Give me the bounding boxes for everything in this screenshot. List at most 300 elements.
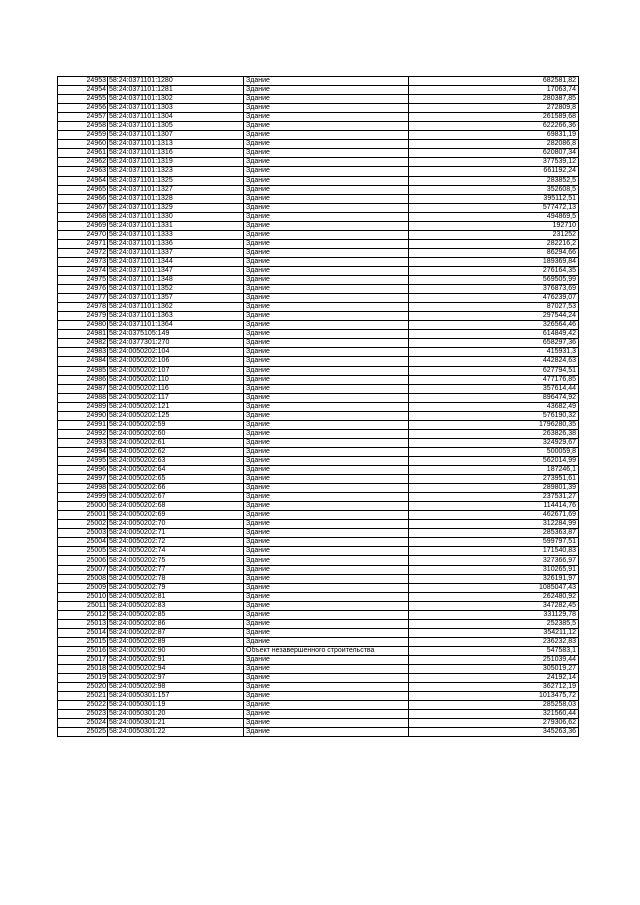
- cadastral-value-cell: 114414,76: [409, 502, 579, 511]
- cadastral-value-cell: 285363,87: [409, 529, 579, 538]
- row-number-cell: 24957: [58, 113, 108, 122]
- cadastral-number-cell: 58:24:0371101:1316: [108, 149, 244, 158]
- object-type-cell: Здание: [244, 185, 409, 194]
- object-type-cell: Здание: [244, 366, 409, 375]
- table-row: [58, 692, 579, 701]
- cadastral-value-cell: 326191,97: [409, 574, 579, 583]
- table-row: [58, 637, 579, 646]
- row-number-cell: 24966: [58, 194, 108, 203]
- object-type-cell: Здание: [244, 176, 409, 185]
- cadastral-number-cell: 58:24:0050202:68: [108, 502, 244, 511]
- row-number-cell: 24985: [58, 366, 108, 375]
- table-row: [58, 411, 579, 420]
- cadastral-number-cell: 58:24:0050202:69: [108, 511, 244, 520]
- table-row: [58, 348, 579, 357]
- object-type-cell: Здание: [244, 710, 409, 719]
- row-number-cell: 24993: [58, 438, 108, 447]
- cadastral-value-cell: 362712,19: [409, 683, 579, 692]
- object-type-cell: Здание: [244, 375, 409, 384]
- row-number-cell: 24980: [58, 321, 108, 330]
- table-row: [58, 230, 579, 239]
- cadastral-number-cell: 58:24:0050202:77: [108, 565, 244, 574]
- cadastral-number-cell: 58:24:0050202:75: [108, 556, 244, 565]
- table-row: [58, 619, 579, 628]
- object-type-cell: Здание: [244, 438, 409, 447]
- cadastral-number-cell: 58:24:0371101:1327: [108, 185, 244, 194]
- object-type-cell: Здание: [244, 266, 409, 275]
- cadastral-number-cell: 58:24:0371101:1333: [108, 230, 244, 239]
- cadastral-value-cell: 327366,97: [409, 556, 579, 565]
- cadastral-value-cell: 462671,69: [409, 511, 579, 520]
- cadastral-number-cell: 58:24:0371101:1348: [108, 276, 244, 285]
- cadastral-number-cell: 58:24:0050202:83: [108, 601, 244, 610]
- cadastral-number-cell: 58:24:0050202:106: [108, 357, 244, 366]
- cadastral-value-cell: 276164,35: [409, 266, 579, 275]
- cadastral-number-cell: 58:24:0050202:94: [108, 665, 244, 674]
- cadastral-number-cell: 58:24:0050202:60: [108, 429, 244, 438]
- row-number-cell: 25001: [58, 511, 108, 520]
- cadastral-value-cell: 620807,34: [409, 149, 579, 158]
- cadastral-number-cell: 58:24:0050202:79: [108, 583, 244, 592]
- cadastral-value-cell: 352608,5: [409, 185, 579, 194]
- cadastral-number-cell: 58:24:0371101:1281: [108, 86, 244, 95]
- row-number-cell: 24963: [58, 167, 108, 176]
- row-number-cell: 25021: [58, 692, 108, 701]
- row-number-cell: 25020: [58, 683, 108, 692]
- row-number-cell: 24967: [58, 203, 108, 212]
- table-row: [58, 384, 579, 393]
- cadastral-value-cell: 321560,44: [409, 710, 579, 719]
- row-number-cell: 24956: [58, 104, 108, 113]
- cadastral-value-cell: 280387,85: [409, 95, 579, 104]
- cadastral-value-cell: 251039,44: [409, 656, 579, 665]
- table-row: [58, 710, 579, 719]
- cadastral-number-cell: 58:24:0371101:1325: [108, 176, 244, 185]
- row-number-cell: 24977: [58, 294, 108, 303]
- cadastral-number-cell: 58:24:0050202:86: [108, 619, 244, 628]
- cadastral-number-cell: 58:24:0050202:65: [108, 475, 244, 484]
- cadastral-value-cell: 614849,42: [409, 330, 579, 339]
- row-number-cell: 25023: [58, 710, 108, 719]
- object-type-cell: Здание: [244, 719, 409, 728]
- table-row: [58, 221, 579, 230]
- object-type-cell: Здание: [244, 230, 409, 239]
- row-number-cell: 24986: [58, 375, 108, 384]
- cadastral-value-cell: 282086,8: [409, 140, 579, 149]
- cadastral-number-cell: 58:24:0050202:85: [108, 610, 244, 619]
- table-row: [58, 511, 579, 520]
- cadastral-value-cell: 376873,69: [409, 285, 579, 294]
- cadastral-number-cell: 58:24:0371101:1329: [108, 203, 244, 212]
- table-row: [58, 321, 579, 330]
- cadastral-value-cell: 577472,13: [409, 203, 579, 212]
- table-row: [58, 719, 579, 728]
- cadastral-value-cell: 43682,49: [409, 402, 579, 411]
- cadastral-value-cell: 273951,61: [409, 475, 579, 484]
- cadastral-value-cell: 661192,24: [409, 167, 579, 176]
- object-type-cell: Здание: [244, 276, 409, 285]
- row-number-cell: 24958: [58, 122, 108, 131]
- cadastral-value-cell: 261589,68: [409, 113, 579, 122]
- cadastral-number-cell: 58:24:0371101:1362: [108, 303, 244, 312]
- table-row: [58, 131, 579, 140]
- object-type-cell: Здание: [244, 484, 409, 493]
- cadastral-value-cell: 347282,45: [409, 601, 579, 610]
- row-number-cell: 25005: [58, 547, 108, 556]
- cadastral-number-cell: 58:24:0050202:107: [108, 366, 244, 375]
- table-row: [58, 122, 579, 131]
- cadastral-number-cell: 58:24:0050202:63: [108, 456, 244, 465]
- cadastral-number-cell: 58:24:0371101:1364: [108, 321, 244, 330]
- table-row: [58, 556, 579, 565]
- cadastral-value-cell: 476239,07: [409, 294, 579, 303]
- object-type-cell: Здание: [244, 701, 409, 710]
- table-row: [58, 366, 579, 375]
- row-number-cell: 24999: [58, 493, 108, 502]
- object-type-cell: Здание: [244, 692, 409, 701]
- cadastral-value-cell: 622266,36: [409, 122, 579, 131]
- table-row: [58, 493, 579, 502]
- table-row: [58, 466, 579, 475]
- table-row: [58, 565, 579, 574]
- object-type-cell: Здание: [244, 239, 409, 248]
- cadastral-number-cell: 58:24:0050202:64: [108, 466, 244, 475]
- row-number-cell: 24990: [58, 411, 108, 420]
- table-row: [58, 583, 579, 592]
- cadastral-value-cell: 569505,99: [409, 276, 579, 285]
- table-row: [58, 529, 579, 538]
- cadastral-number-cell: 58:24:0050202:61: [108, 438, 244, 447]
- table-row: [58, 520, 579, 529]
- cadastral-value-cell: 682581,82: [409, 77, 579, 86]
- object-type-cell: Здание: [244, 728, 409, 737]
- row-number-cell: 24994: [58, 447, 108, 456]
- cadastral-number-cell: 58:24:0371101:1363: [108, 312, 244, 321]
- cadastral-number-cell: 58:24:0371101:1313: [108, 140, 244, 149]
- row-number-cell: 24982: [58, 339, 108, 348]
- cadastral-value-cell: 354211,12: [409, 628, 579, 637]
- cadastral-number-cell: 58:24:0050202:116: [108, 384, 244, 393]
- row-number-cell: 24991: [58, 420, 108, 429]
- cadastral-value-cell: 297544,24: [409, 312, 579, 321]
- cadastral-number-cell: 58:24:0050202:67: [108, 493, 244, 502]
- table-row: [58, 212, 579, 221]
- row-number-cell: 25003: [58, 529, 108, 538]
- row-number-cell: 24959: [58, 131, 108, 140]
- table-row: [58, 149, 579, 158]
- object-type-cell: Здание: [244, 221, 409, 230]
- object-type-cell: Здание: [244, 466, 409, 475]
- table-row: [58, 104, 579, 113]
- table-row: [58, 266, 579, 275]
- cadastral-number-cell: 58:24:0050202:72: [108, 538, 244, 547]
- table-row: [58, 113, 579, 122]
- row-number-cell: 24983: [58, 348, 108, 357]
- cadastral-number-cell: 58:24:0050202:89: [108, 637, 244, 646]
- cadastral-value-cell: 1796280,35: [409, 420, 579, 429]
- object-type-cell: Здание: [244, 420, 409, 429]
- table-row: [58, 95, 579, 104]
- table-row: [58, 294, 579, 303]
- cadastral-number-cell: 58:24:0050202:91: [108, 656, 244, 665]
- object-type-cell: Здание: [244, 330, 409, 339]
- cadastral-number-cell: 58:24:0371101:1344: [108, 257, 244, 266]
- cadastral-number-cell: 58:24:0050202:98: [108, 683, 244, 692]
- cadastral-value-cell: 231252: [409, 230, 579, 239]
- row-number-cell: 24955: [58, 95, 108, 104]
- row-number-cell: 25002: [58, 520, 108, 529]
- table-body: [58, 77, 579, 737]
- table-row: [58, 203, 579, 212]
- cadastral-number-cell: 58:24:0371101:1319: [108, 158, 244, 167]
- cadastral-value-cell: 24192,14: [409, 674, 579, 683]
- row-number-cell: 25016: [58, 646, 108, 655]
- row-number-cell: 25004: [58, 538, 108, 547]
- cadastral-number-cell: 58:24:0050202:66: [108, 484, 244, 493]
- cadastral-value-cell: 262480,92: [409, 592, 579, 601]
- row-number-cell: 25011: [58, 601, 108, 610]
- row-number-cell: 24954: [58, 86, 108, 95]
- cadastral-value-cell: 263826,38: [409, 429, 579, 438]
- object-type-cell: Здание: [244, 104, 409, 113]
- table-row: [58, 239, 579, 248]
- object-type-cell: Здание: [244, 86, 409, 95]
- cadastral-value-cell: 289801,39: [409, 484, 579, 493]
- cadastral-value-cell: 1013475,72: [409, 692, 579, 701]
- cadastral-number-cell: 58:24:0375105:149: [108, 330, 244, 339]
- object-type-cell: Здание: [244, 257, 409, 266]
- cadastral-number-cell: 58:24:0371101:1303: [108, 104, 244, 113]
- row-number-cell: 25019: [58, 674, 108, 683]
- row-number-cell: 24961: [58, 149, 108, 158]
- row-number-cell: 24973: [58, 257, 108, 266]
- cadastral-value-cell: 896474,92: [409, 393, 579, 402]
- table-row: [58, 285, 579, 294]
- cadastral-number-cell: 58:24:0371101:1337: [108, 248, 244, 257]
- cadastral-number-cell: 58:24:0371101:1328: [108, 194, 244, 203]
- row-number-cell: 25006: [58, 556, 108, 565]
- object-type-cell: Здание: [244, 357, 409, 366]
- object-type-cell: Здание: [244, 610, 409, 619]
- table-row: [58, 158, 579, 167]
- cadastral-number-cell: 58:24:0050301:20: [108, 710, 244, 719]
- object-type-cell: Здание: [244, 456, 409, 465]
- object-type-cell: Здание: [244, 95, 409, 104]
- object-type-cell: Здание: [244, 393, 409, 402]
- table-row: [58, 665, 579, 674]
- cadastral-value-cell: 69831,19: [409, 131, 579, 140]
- cadastral-number-cell: 58:24:0050301:22: [108, 728, 244, 737]
- row-number-cell: 24968: [58, 212, 108, 221]
- object-type-cell: Здание: [244, 547, 409, 556]
- cadastral-value-cell: 377539,12: [409, 158, 579, 167]
- table-row: [58, 185, 579, 194]
- cadastral-number-cell: 58:24:0050202:78: [108, 574, 244, 583]
- object-type-cell: Здание: [244, 683, 409, 692]
- object-type-cell: Здание: [244, 77, 409, 86]
- object-type-cell: Здание: [244, 665, 409, 674]
- cadastral-value-cell: 658297,36: [409, 339, 579, 348]
- cadastral-value-cell: 279306,62: [409, 719, 579, 728]
- object-type-cell: Здание: [244, 493, 409, 502]
- row-number-cell: 24971: [58, 239, 108, 248]
- object-type-cell: Здание: [244, 113, 409, 122]
- table-row: [58, 484, 579, 493]
- cadastral-value-cell: 547583,1: [409, 646, 579, 655]
- object-type-cell: Здание: [244, 212, 409, 221]
- cadastral-value-cell: 415931,3: [409, 348, 579, 357]
- cadastral-number-cell: 58:24:0050301:19: [108, 701, 244, 710]
- object-type-cell: Здание: [244, 402, 409, 411]
- row-number-cell: 25022: [58, 701, 108, 710]
- cadastral-value-cell: 500059,8: [409, 447, 579, 456]
- table-row: [58, 728, 579, 737]
- cadastral-value-cell: 17063,74: [409, 86, 579, 95]
- cadastral-value-table: [57, 76, 579, 737]
- table-row: [58, 257, 579, 266]
- row-number-cell: 25014: [58, 628, 108, 637]
- table-row: [58, 502, 579, 511]
- row-number-cell: 24979: [58, 312, 108, 321]
- cadastral-value-cell: 171540,83: [409, 547, 579, 556]
- table-row: [58, 601, 579, 610]
- cadastral-value-cell: 494869,5: [409, 212, 579, 221]
- object-type-cell: Здание: [244, 511, 409, 520]
- table-row: [58, 656, 579, 665]
- table-row: [58, 357, 579, 366]
- object-type-cell: Здание: [244, 158, 409, 167]
- row-number-cell: 24953: [58, 77, 108, 86]
- row-number-cell: 25010: [58, 592, 108, 601]
- table-row: [58, 167, 579, 176]
- row-number-cell: 25013: [58, 619, 108, 628]
- cadastral-number-cell: 58:24:0050202:110: [108, 375, 244, 384]
- object-type-cell: Здание: [244, 601, 409, 610]
- cadastral-value-cell: 331129,78: [409, 610, 579, 619]
- cadastral-value-cell: 187246,1: [409, 466, 579, 475]
- table-row: [58, 276, 579, 285]
- cadastral-number-cell: 58:24:0050202:70: [108, 520, 244, 529]
- object-type-cell: Здание: [244, 583, 409, 592]
- table-row: [58, 592, 579, 601]
- table-row: [58, 610, 579, 619]
- object-type-cell: Здание: [244, 502, 409, 511]
- row-number-cell: 24972: [58, 248, 108, 257]
- cadastral-number-cell: 58:24:0371101:1357: [108, 294, 244, 303]
- object-type-cell: Здание: [244, 167, 409, 176]
- row-number-cell: 25000: [58, 502, 108, 511]
- cadastral-number-cell: 58:24:0371101:1302: [108, 95, 244, 104]
- cadastral-value-cell: 272809,8: [409, 104, 579, 113]
- cadastral-value-cell: 87027,53: [409, 303, 579, 312]
- row-number-cell: 24965: [58, 185, 108, 194]
- row-number-cell: 24978: [58, 303, 108, 312]
- cadastral-number-cell: 58:24:0050202:62: [108, 447, 244, 456]
- cadastral-number-cell: 58:24:0050301:21: [108, 719, 244, 728]
- cadastral-number-cell: 58:24:0371101:1307: [108, 131, 244, 140]
- table-row: [58, 701, 579, 710]
- row-number-cell: 24976: [58, 285, 108, 294]
- cadastral-number-cell: 58:24:0371101:1331: [108, 221, 244, 230]
- cadastral-number-cell: 58:24:0371101:1330: [108, 212, 244, 221]
- object-type-cell: Здание: [244, 131, 409, 140]
- table-row: [58, 646, 579, 655]
- row-number-cell: 24964: [58, 176, 108, 185]
- table-row: [58, 86, 579, 95]
- table-row: [58, 456, 579, 465]
- object-type-cell: Здание: [244, 149, 409, 158]
- row-number-cell: 24984: [58, 357, 108, 366]
- cadastral-number-cell: 58:24:0050202:97: [108, 674, 244, 683]
- cadastral-value-cell: 86294,66: [409, 248, 579, 257]
- object-type-cell: Здание: [244, 248, 409, 257]
- row-number-cell: 24981: [58, 330, 108, 339]
- cadastral-number-cell: 58:24:0050202:125: [108, 411, 244, 420]
- cadastral-value-cell: 283852,5: [409, 176, 579, 185]
- cadastral-number-cell: 58:24:0050202:74: [108, 547, 244, 556]
- cadastral-number-cell: 58:24:0371101:1336: [108, 239, 244, 248]
- object-type-cell: Здание: [244, 339, 409, 348]
- cadastral-value-cell: 326564,46: [409, 321, 579, 330]
- cadastral-value-cell: 599797,51: [409, 538, 579, 547]
- cadastral-value-cell: 310265,91: [409, 565, 579, 574]
- row-number-cell: 24969: [58, 221, 108, 230]
- table-row: [58, 674, 579, 683]
- row-number-cell: 24992: [58, 429, 108, 438]
- object-type-cell: Здание: [244, 529, 409, 538]
- cadastral-value-cell: 312284,99: [409, 520, 579, 529]
- cadastral-number-cell: 58:24:0050202:87: [108, 628, 244, 637]
- cadastral-number-cell: 58:24:0050202:104: [108, 348, 244, 357]
- object-type-cell: Здание: [244, 384, 409, 393]
- object-type-cell: Здание: [244, 475, 409, 484]
- row-number-cell: 24996: [58, 466, 108, 475]
- object-type-cell: Здание: [244, 637, 409, 646]
- table-row: [58, 538, 579, 547]
- object-type-cell: Здание: [244, 348, 409, 357]
- object-type-cell: Здание: [244, 294, 409, 303]
- cadastral-number-cell: 58:24:0050202:81: [108, 592, 244, 601]
- row-number-cell: 24998: [58, 484, 108, 493]
- cadastral-value-cell: 282216,2: [409, 239, 579, 248]
- table-row: [58, 402, 579, 411]
- cadastral-number-cell: 58:24:0371101:1323: [108, 167, 244, 176]
- table-row: [58, 330, 579, 339]
- cadastral-value-cell: 324929,67: [409, 438, 579, 447]
- table-row: [58, 375, 579, 384]
- object-type-cell: Здание: [244, 674, 409, 683]
- row-number-cell: 24974: [58, 266, 108, 275]
- cadastral-value-cell: 442824,63: [409, 357, 579, 366]
- cadastral-number-cell: 58:24:0050301:157: [108, 692, 244, 701]
- row-number-cell: 25007: [58, 565, 108, 574]
- row-number-cell: 25012: [58, 610, 108, 619]
- cadastral-value-cell: 562014,99: [409, 456, 579, 465]
- cadastral-number-cell: 58:24:0371101:1305: [108, 122, 244, 131]
- table-row: [58, 194, 579, 203]
- table-row: [58, 140, 579, 149]
- object-type-cell: Здание: [244, 628, 409, 637]
- object-type-cell: Здание: [244, 429, 409, 438]
- row-number-cell: 25009: [58, 583, 108, 592]
- object-type-cell: Здание: [244, 203, 409, 212]
- object-type-cell: Здание: [244, 565, 409, 574]
- row-number-cell: 25017: [58, 656, 108, 665]
- table-row: [58, 475, 579, 484]
- table-row: [58, 683, 579, 692]
- row-number-cell: 25025: [58, 728, 108, 737]
- object-type-cell: Здание: [244, 285, 409, 294]
